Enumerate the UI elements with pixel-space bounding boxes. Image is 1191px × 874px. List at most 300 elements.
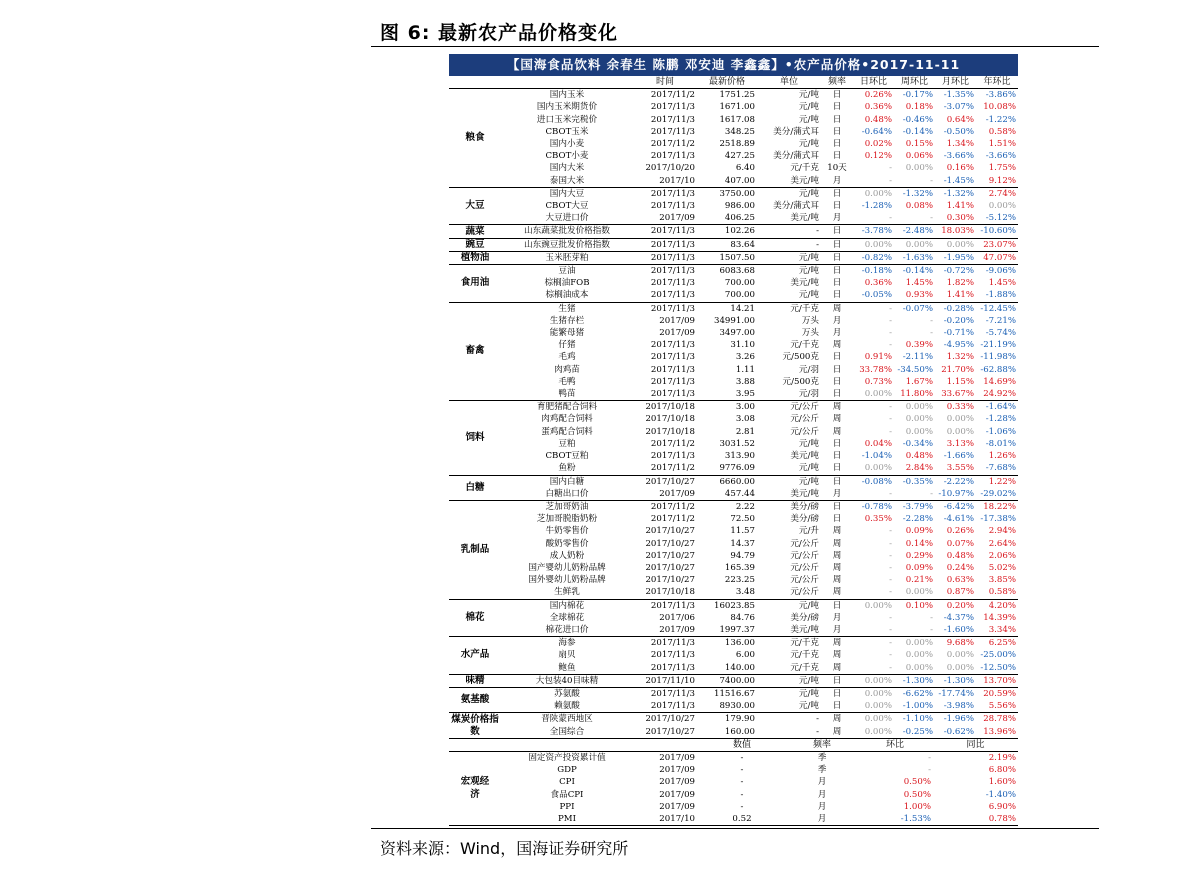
- daily-change-cell: 0.73%: [864, 376, 892, 387]
- monthly-change-cell: -0.50%: [943, 126, 974, 137]
- frequency-cell: 周: [832, 538, 842, 549]
- daily-change-cell: -: [889, 638, 892, 649]
- frequency-cell: 月: [817, 777, 827, 788]
- monthly-change-cell: 1.32%: [946, 352, 974, 363]
- weekly-change-cell: 0.14%: [905, 538, 933, 549]
- weekly-change-cell: 0.10%: [905, 600, 933, 611]
- column-header: 时间: [633, 76, 697, 89]
- unit-cell: 元/升: [798, 526, 819, 537]
- date-cell: 2017/11/10: [633, 674, 697, 687]
- monthly-change-cell: -4.37%: [943, 612, 974, 623]
- table-row: [449, 225, 1018, 238]
- macro-row: [449, 813, 1018, 826]
- table-row: [449, 413, 1018, 425]
- daily-change-cell: 0.00%: [864, 688, 892, 699]
- monthly-change-cell: 18.03%: [935, 225, 976, 238]
- column-header: 频率: [821, 76, 853, 89]
- unit-cell: 元/公斤: [790, 538, 819, 549]
- daily-change-cell: -0.64%: [861, 126, 892, 137]
- unit-cell: 元/千克: [790, 638, 819, 649]
- date-cell: 2017/11/2: [650, 90, 695, 101]
- yearly-change-cell: 2.06%: [988, 550, 1016, 561]
- indicator-name: 食品CPI: [550, 789, 584, 800]
- weekly-change-cell: 1.67%: [905, 376, 933, 387]
- frequency-cell: 日: [832, 688, 842, 699]
- item-name: 山东蔬菜批发价格指数: [501, 225, 633, 238]
- weekly-change-cell: 2.84%: [894, 462, 935, 475]
- date-cell: 2017/09: [633, 212, 697, 225]
- frequency-cell: 日: [832, 514, 842, 525]
- monthly-change-cell: -1.96%: [943, 714, 974, 725]
- monthly-change-cell: -17.74%: [938, 688, 974, 699]
- price-cell: 94.79: [730, 550, 755, 561]
- price-cell: 3.00: [735, 402, 755, 413]
- table-row: [449, 726, 1018, 739]
- frequency-cell: 日: [832, 139, 842, 150]
- frequency-cell: 周: [821, 586, 853, 599]
- yearly-change-cell: 1.51%: [988, 139, 1016, 150]
- indicator-name: PPI: [559, 801, 575, 812]
- unit-cell: 元/千克: [757, 662, 821, 675]
- table-row: [449, 700, 1018, 713]
- item-name: CBOT玉米: [545, 126, 589, 137]
- indicator-name: GDP: [557, 765, 577, 776]
- table-row: [449, 525, 1018, 537]
- price-cell: 102.26: [697, 225, 757, 238]
- yearly-change-cell: -62.88%: [980, 364, 1016, 375]
- item-name: 玉米胚芽粕: [501, 251, 633, 264]
- yearly-change-cell: -12.50%: [976, 662, 1018, 675]
- yearly-change-cell: -12.45%: [980, 303, 1016, 314]
- yearly-change-cell: -7.68%: [976, 462, 1018, 475]
- header-blank: [501, 76, 633, 89]
- unit-cell: 元/千克: [790, 650, 819, 661]
- daily-change-cell: 0.48%: [864, 114, 892, 125]
- price-cell: 348.25: [724, 126, 755, 137]
- price-cell: 6083.68: [719, 266, 755, 277]
- daily-change-cell: 0.00%: [853, 700, 894, 713]
- item-name: 国内白糖: [549, 476, 585, 487]
- monthly-change-cell: 1.82%: [946, 278, 974, 289]
- frequency-cell: 日: [832, 364, 842, 375]
- price-cell: 986.00: [724, 201, 755, 212]
- weekly-change-cell: -3.79%: [902, 501, 933, 512]
- date-cell: 2017/11/3: [633, 238, 697, 251]
- frequency-cell: 日: [821, 225, 853, 238]
- unit-cell: 美分/磅: [790, 612, 819, 623]
- item-name: 蛋鸡配合饲料: [541, 426, 593, 437]
- daily-change-cell: -: [853, 586, 894, 599]
- price-cell: 14.37: [730, 538, 755, 549]
- frequency-cell: 月: [821, 624, 853, 637]
- unit-cell: 美元/吨: [790, 451, 819, 462]
- unit-cell: 元/吨: [798, 139, 819, 150]
- macro-header-row: [449, 739, 1018, 752]
- daily-change-cell: -: [889, 315, 892, 326]
- date-cell: 2017/11/3: [650, 650, 695, 661]
- weekly-change-cell: -0.07%: [902, 303, 933, 314]
- category-label: 氨基酸: [449, 687, 501, 712]
- price-cell: 313.90: [724, 451, 755, 462]
- table-row: [449, 612, 1018, 624]
- date-cell: 2017/06: [659, 612, 695, 623]
- date-cell: 2017/09: [659, 315, 695, 326]
- table-row: [449, 538, 1018, 550]
- table-row: [449, 624, 1018, 637]
- frequency-cell: 10天: [827, 163, 847, 174]
- category-label: 味精: [449, 674, 501, 687]
- unit-cell: 元/公斤: [790, 426, 819, 437]
- item-name: 国内玉米期货价: [536, 102, 598, 113]
- weekly-change-cell: 1.45%: [905, 278, 933, 289]
- frequency-cell: 日: [821, 388, 853, 401]
- weekly-change-cell: -: [930, 612, 933, 623]
- date-cell: 2017/11/2: [650, 501, 695, 512]
- price-cell: 3.26: [735, 352, 755, 363]
- yearly-change-cell: 3.34%: [976, 624, 1018, 637]
- weekly-change-cell: 0.09%: [905, 562, 933, 573]
- category-label: 棉花: [449, 599, 501, 637]
- daily-change-cell: 0.00%: [853, 462, 894, 475]
- price-cell: 3.88: [735, 376, 755, 387]
- source-note: 资料来源：Wind，国海证券研究所: [380, 839, 629, 858]
- monthly-change-cell: -0.28%: [943, 303, 974, 314]
- table-row: [449, 238, 1018, 251]
- daily-change-cell: -: [889, 562, 892, 573]
- date-cell: 2017/11/3: [650, 266, 695, 277]
- table-row: [449, 187, 1018, 200]
- yearly-change-cell: 47.07%: [976, 251, 1018, 264]
- frequency-cell: 日: [821, 251, 853, 264]
- frequency-cell: 月: [821, 212, 853, 225]
- date-cell: 2017/11/3: [650, 638, 695, 649]
- column-header: 日环比: [853, 76, 894, 89]
- category-label: 大豆: [449, 187, 501, 225]
- table-row: [449, 327, 1018, 339]
- daily-change-cell: -1.28%: [861, 201, 892, 212]
- date-cell: 2017/10/20: [645, 163, 695, 174]
- yearly-change-cell: 5.02%: [988, 562, 1016, 573]
- date-cell: 2017/10/27: [645, 538, 695, 549]
- date-cell: 2017/11/2: [650, 514, 695, 525]
- item-name: 生猪: [558, 303, 576, 314]
- price-cell: 16023.85: [713, 600, 755, 611]
- item-name: 国内大米: [549, 163, 585, 174]
- weekly-change-cell: 0.48%: [905, 451, 933, 462]
- date-cell: 2017/10/27: [645, 714, 695, 725]
- monthly-change-cell: 0.16%: [946, 163, 974, 174]
- yearly-change-cell: -1.88%: [976, 289, 1018, 302]
- frequency-cell: 日: [832, 438, 842, 449]
- bottom-rule: [371, 828, 1099, 829]
- unit-cell: 元/吨: [798, 114, 819, 125]
- price-cell: 2518.89: [719, 139, 755, 150]
- date-cell: 2017/11/3: [650, 151, 695, 162]
- frequency-cell: 周: [832, 402, 842, 413]
- weekly-change-cell: 0.00%: [905, 402, 933, 413]
- price-cell: 83.64: [697, 238, 757, 251]
- macro-column-header: 同比: [933, 739, 1018, 752]
- daily-change-cell: -0.18%: [861, 266, 892, 277]
- item-name: 晋陕蒙西地区: [541, 714, 593, 725]
- price-cell: 136.00: [724, 638, 755, 649]
- table-row: [449, 426, 1018, 438]
- header-blank: [449, 739, 501, 752]
- item-name: 国外婴幼儿奶粉品牌: [528, 575, 606, 586]
- frequency-cell: 周: [832, 550, 842, 561]
- date-cell: 2017/11/3: [650, 352, 695, 363]
- unit-cell: 元/羽: [798, 364, 819, 375]
- frequency-cell: 日: [832, 114, 842, 125]
- item-name: 棕榈油成本: [501, 289, 633, 302]
- yearly-change-cell: -1.28%: [985, 414, 1016, 425]
- table-row: [449, 376, 1018, 388]
- unit-cell: 美分/磅: [790, 514, 819, 525]
- date-cell: 2017/11/3: [633, 388, 697, 401]
- date-cell: 2017/11/3: [650, 451, 695, 462]
- item-name: 鱼粉: [501, 462, 633, 475]
- weekly-change-cell: -: [930, 328, 933, 339]
- daily-change-cell: -0.78%: [861, 501, 892, 512]
- date-cell: 2017/11/3: [650, 600, 695, 611]
- weekly-change-cell: 0.08%: [905, 201, 933, 212]
- frequency-cell: 月: [787, 813, 857, 826]
- date-cell: 2017/11/3: [650, 201, 695, 212]
- monthly-change-cell: -0.71%: [943, 328, 974, 339]
- weekly-change-cell: -0.46%: [902, 114, 933, 125]
- table-row: [449, 674, 1018, 687]
- daily-change-cell: -3.78%: [853, 225, 894, 238]
- daily-change-cell: -: [853, 662, 894, 675]
- yearly-change-cell: 5.56%: [976, 700, 1018, 713]
- yearly-change-cell: 6.25%: [988, 638, 1016, 649]
- table-row: [449, 200, 1018, 212]
- value-cell: -: [740, 777, 744, 788]
- yoy-change-cell: 1.60%: [988, 777, 1016, 788]
- macro-column-header: 环比: [857, 739, 933, 752]
- weekly-change-cell: -34.50%: [897, 364, 933, 375]
- price-cell: 14.21: [730, 303, 755, 314]
- table-row: [449, 475, 1018, 488]
- weekly-change-cell: -0.14%: [902, 126, 933, 137]
- price-cell: 34991.00: [713, 315, 755, 326]
- price-cell: 3.08: [735, 414, 755, 425]
- frequency-cell: 周: [821, 726, 853, 739]
- daily-change-cell: 0.00%: [853, 388, 894, 401]
- daily-change-cell: -: [889, 163, 892, 174]
- table-row: [449, 277, 1018, 289]
- item-name: 大豆进口价: [501, 212, 633, 225]
- table-row: [449, 388, 1018, 401]
- daily-change-cell: -: [889, 402, 892, 413]
- item-name: 毛鸭: [558, 376, 576, 387]
- unit-cell: 元/公斤: [790, 562, 819, 573]
- date-cell: 2017/10/27: [645, 476, 695, 487]
- yearly-change-cell: -21.19%: [980, 340, 1016, 351]
- date-cell: 2017/10: [633, 175, 697, 188]
- frequency-cell: 日: [832, 201, 842, 212]
- indicator-name: 固定资产投资累计值: [528, 752, 606, 763]
- frequency-cell: 日: [832, 102, 842, 113]
- macro-column-header: 数值: [697, 739, 787, 752]
- unit-cell: -: [757, 238, 821, 251]
- daily-change-cell: -: [889, 575, 892, 586]
- price-cell: 3031.52: [719, 438, 755, 449]
- date-cell: 2017/09: [659, 328, 695, 339]
- table-row: [449, 289, 1018, 302]
- unit-cell: 美分/蒲式耳: [773, 201, 819, 212]
- frequency-cell: 日: [832, 90, 842, 101]
- yearly-change-cell: -17.38%: [980, 514, 1016, 525]
- table-row: [449, 251, 1018, 264]
- mom-change-cell: 0.50%: [903, 789, 931, 800]
- unit-cell: 元/500克: [782, 376, 819, 387]
- macro-row: [449, 801, 1018, 813]
- unit-cell: 元/吨: [798, 476, 819, 487]
- table-row: [449, 339, 1018, 351]
- date-cell: 2017/11/3: [633, 700, 697, 713]
- table-row: [449, 438, 1018, 450]
- item-name: 国内大豆: [549, 188, 585, 199]
- table-row: [449, 713, 1018, 726]
- frequency-cell: 月: [821, 175, 853, 188]
- unit-cell: 元/吨: [798, 438, 819, 449]
- macro-row: [449, 764, 1018, 776]
- item-name: 肉鸡苗: [554, 364, 580, 375]
- price-cell: 3750.00: [719, 188, 755, 199]
- weekly-change-cell: -1.30%: [894, 674, 935, 687]
- frequency-cell: 日: [832, 188, 842, 199]
- item-name: 山东豌豆批发价格指数: [501, 238, 633, 251]
- item-name: 全国综合: [501, 726, 633, 739]
- frequency-cell: 日: [832, 501, 842, 512]
- daily-change-cell: -0.82%: [853, 251, 894, 264]
- price-cell: 1.11: [735, 364, 755, 375]
- unit-cell: 美分/蒲式耳: [773, 126, 819, 137]
- yearly-change-cell: 4.20%: [988, 600, 1016, 611]
- price-cell: 2.22: [735, 501, 755, 512]
- date-cell: 2017/10/27: [645, 575, 695, 586]
- date-cell: 2017/11/3: [650, 126, 695, 137]
- item-name: 鸭苗: [501, 388, 633, 401]
- weekly-change-cell: -6.62%: [902, 688, 933, 699]
- item-name: 棕榈油FOB: [544, 278, 590, 289]
- price-cell: 427.25: [724, 151, 755, 162]
- unit-cell: 万头: [801, 315, 819, 326]
- monthly-change-cell: -4.61%: [943, 514, 974, 525]
- yoy-change-cell: 6.80%: [988, 765, 1016, 776]
- column-header: 单位: [757, 76, 821, 89]
- unit-cell: 元/吨: [798, 90, 819, 101]
- price-cell: 1617.08: [719, 114, 755, 125]
- column-header: 年环比: [976, 76, 1018, 89]
- yearly-change-cell: -1.22%: [985, 114, 1016, 125]
- table-row: [449, 550, 1018, 562]
- yearly-change-cell: 28.78%: [983, 714, 1016, 725]
- daily-change-cell: -0.08%: [861, 476, 892, 487]
- weekly-change-cell: 0.00%: [905, 426, 933, 437]
- date-cell: 2017/11/3: [633, 225, 697, 238]
- date-cell: 2017/10: [633, 813, 697, 826]
- date-cell: 2017/09: [659, 801, 695, 812]
- weekly-change-cell: 0.00%: [894, 238, 935, 251]
- yearly-change-cell: 24.92%: [976, 388, 1018, 401]
- frequency-cell: 日: [832, 126, 842, 137]
- weekly-change-cell: -: [930, 315, 933, 326]
- unit-cell: 元/吨: [798, 688, 819, 699]
- monthly-change-cell: -1.30%: [935, 674, 976, 687]
- monthly-change-cell: -10.97%: [935, 488, 976, 501]
- table-row: [449, 462, 1018, 475]
- frequency-cell: 日: [832, 376, 842, 387]
- table-row: [449, 302, 1018, 315]
- date-cell: 2017/11/3: [633, 662, 697, 675]
- frequency-cell: 月: [821, 488, 853, 501]
- yearly-change-cell: 13.70%: [976, 674, 1018, 687]
- yearly-change-cell: 18.22%: [983, 501, 1016, 512]
- monthly-change-cell: 0.48%: [946, 550, 974, 561]
- header-blank: [449, 76, 501, 89]
- unit-cell: 元/千克: [790, 340, 819, 351]
- table-row: [449, 500, 1018, 513]
- weekly-change-cell: 0.00%: [905, 414, 933, 425]
- table-row: [449, 175, 1018, 188]
- unit-cell: 元/公斤: [790, 414, 819, 425]
- category-label: 食用油: [449, 265, 501, 303]
- table-row: [449, 126, 1018, 138]
- unit-cell: 美分/蒲式耳: [773, 151, 819, 162]
- monthly-change-cell: 0.33%: [946, 402, 974, 413]
- yearly-change-cell: -11.98%: [980, 352, 1016, 363]
- yoy-change-cell: 0.78%: [933, 813, 1018, 826]
- unit-cell: 美元/吨: [790, 278, 819, 289]
- unit-cell: 元/吨: [757, 289, 821, 302]
- daily-change-cell: 0.00%: [853, 726, 894, 739]
- category-label: 畜禽: [449, 302, 501, 401]
- weekly-change-cell: -: [894, 175, 935, 188]
- item-name: 赖氨酸: [501, 700, 633, 713]
- price-cell: 2.81: [735, 426, 755, 437]
- monthly-change-cell: -1.45%: [935, 175, 976, 188]
- yearly-change-cell: 13.96%: [976, 726, 1018, 739]
- mom-change-cell: -: [928, 765, 931, 776]
- frequency-cell: 日: [832, 278, 842, 289]
- table-row: [449, 265, 1018, 278]
- yearly-change-cell: 14.69%: [983, 376, 1016, 387]
- date-cell: 2017/09: [659, 765, 695, 776]
- category-label: 煤炭价格指数: [449, 713, 501, 738]
- monthly-change-cell: 0.07%: [946, 538, 974, 549]
- frequency-cell: 日: [832, 266, 842, 277]
- yearly-change-cell: 2.74%: [988, 188, 1016, 199]
- monthly-change-cell: -1.32%: [943, 188, 974, 199]
- value-cell: -: [740, 752, 744, 763]
- daily-change-cell: -: [889, 612, 892, 623]
- unit-cell: 美元/吨: [757, 624, 821, 637]
- date-cell: 2017/11/3: [650, 303, 695, 314]
- monthly-change-cell: 1.41%: [935, 289, 976, 302]
- monthly-change-cell: 0.63%: [946, 575, 974, 586]
- daily-change-cell: -: [889, 538, 892, 549]
- date-cell: 2017/09: [633, 488, 697, 501]
- indicator-name: PMI: [501, 813, 633, 826]
- item-name: 仔猪: [558, 340, 576, 351]
- category-label: 粮食: [449, 89, 501, 188]
- daily-change-cell: 0.00%: [864, 600, 892, 611]
- price-cell: 3.48: [697, 586, 757, 599]
- macro-column-header: 频率: [787, 739, 857, 752]
- item-name: 生猪存栏: [549, 315, 585, 326]
